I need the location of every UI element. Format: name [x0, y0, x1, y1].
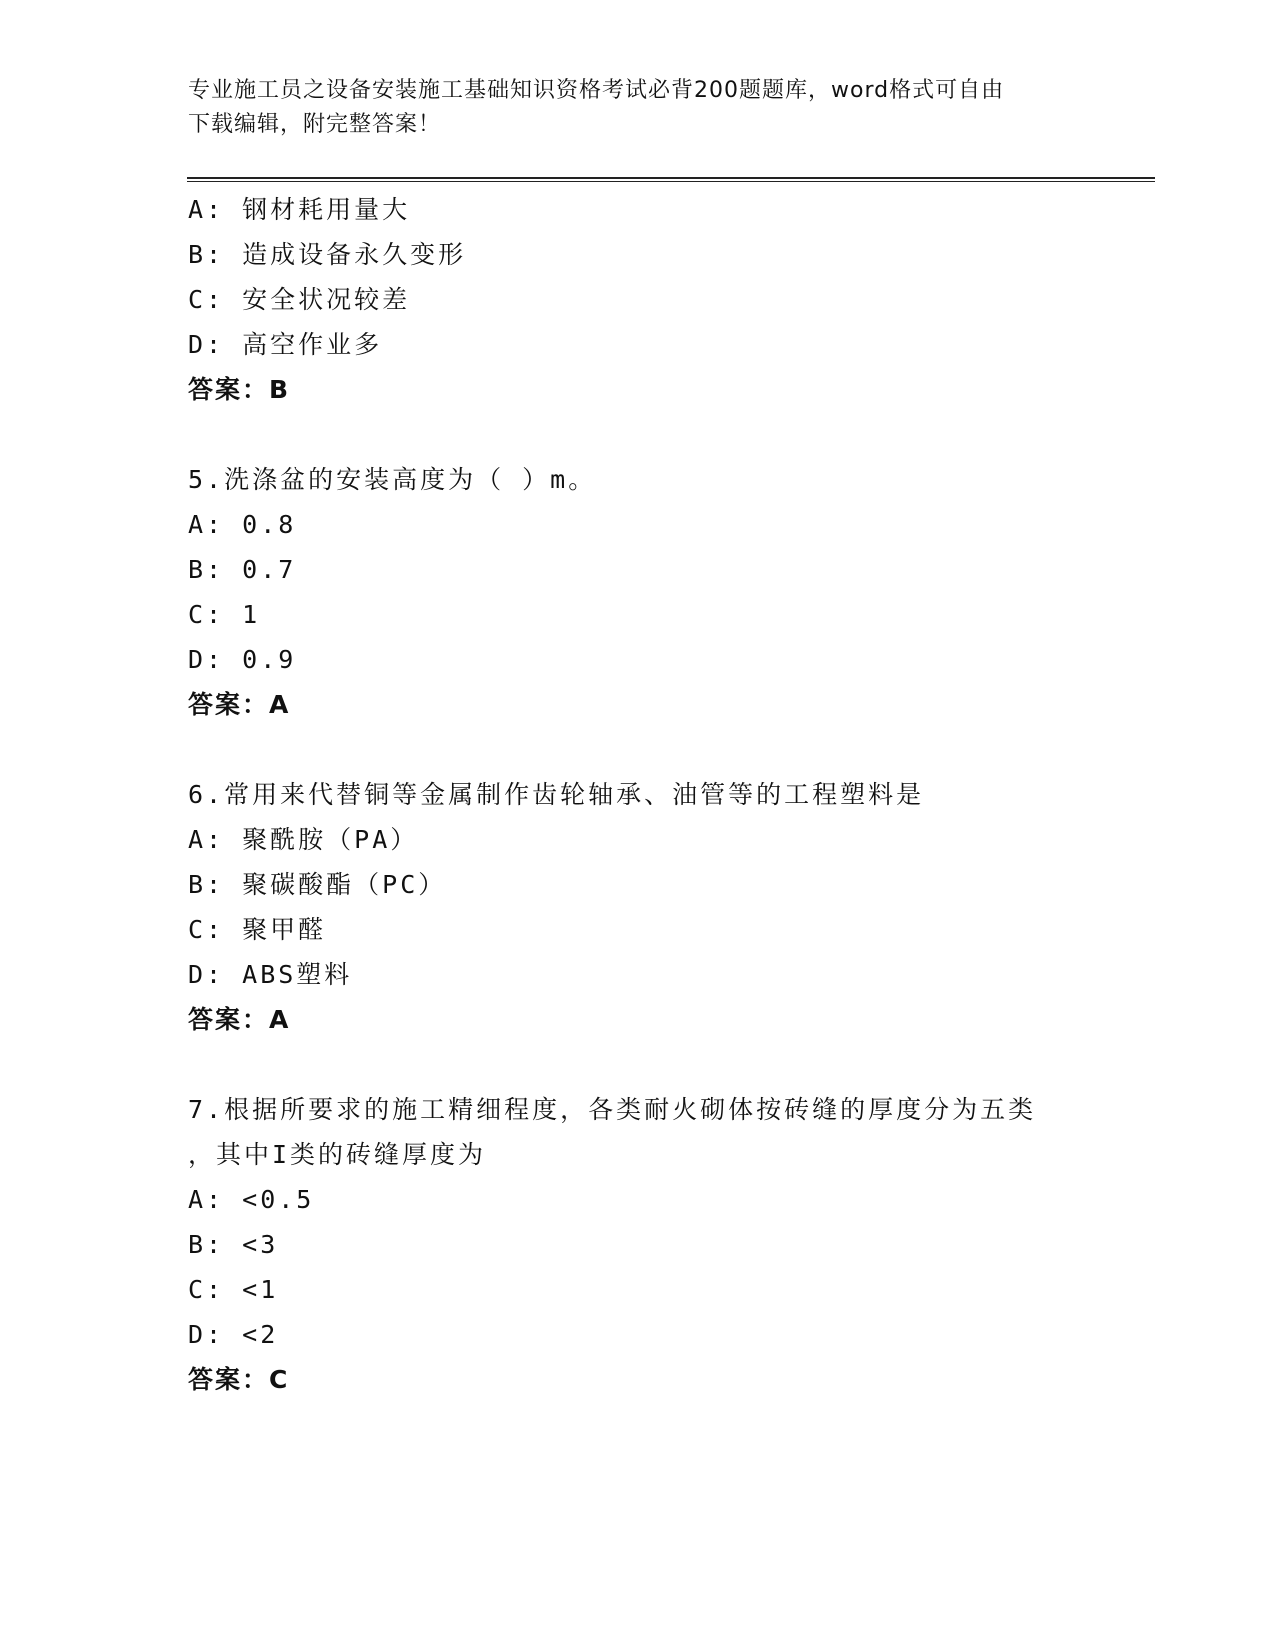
q4-answer: 答案：B	[188, 375, 291, 404]
q7-option-b: B: <3	[188, 1230, 279, 1259]
q6-option-a: A: 聚酰胺（PA）	[188, 825, 419, 854]
document-header	[188, 74, 1088, 142]
header-divider	[187, 177, 1155, 182]
q7-answer: 答案：C	[188, 1365, 290, 1394]
header-line-2: 下载编辑，附完整答案！	[188, 112, 442, 137]
q7-option-d: D: <2	[188, 1320, 279, 1349]
q6-answer: 答案：A	[188, 1005, 291, 1034]
q7-option-c: C: <1	[188, 1275, 279, 1304]
q4-option-a: A: 钢材耗用量大	[188, 195, 411, 224]
q7-option-a: A: <0.5	[188, 1185, 315, 1214]
q6-option-d: D: ABS塑料	[188, 960, 353, 989]
q5-stem: 5.洗涤盆的安装高度为（ ）m。	[188, 465, 597, 494]
q6-stem: 6.常用来代替铜等金属制作齿轮轴承、油管等的工程塑料是	[188, 780, 925, 809]
q5-option-b: B: 0.7	[188, 555, 297, 584]
q4-option-c: C: 安全状况较差	[188, 285, 411, 314]
q4-option-b: B: 造成设备永久变形	[188, 240, 467, 269]
q4-option-d: D: 高空作业多	[188, 330, 383, 359]
q5-option-a: A: 0.8	[188, 510, 297, 539]
q6-option-c: C: 聚甲醛	[188, 915, 327, 944]
q5-answer: 答案：A	[188, 690, 291, 719]
q7-stem-line-2: ，其中I类的砖缝厚度为	[188, 1140, 487, 1169]
header-line-1: 专业施工员之设备安装施工基础知识资格考试必背200题题库，word格式可自由	[188, 78, 1005, 103]
q7-stem-line-1: 7.根据所要求的施工精细程度，各类耐火砌体按砖缝的厚度分为五类	[188, 1095, 1037, 1124]
q6-option-b: B: 聚碳酸酯（PC）	[188, 870, 447, 899]
q5-option-c: C: 1	[188, 600, 261, 629]
q5-option-d: D: 0.9	[188, 645, 297, 674]
